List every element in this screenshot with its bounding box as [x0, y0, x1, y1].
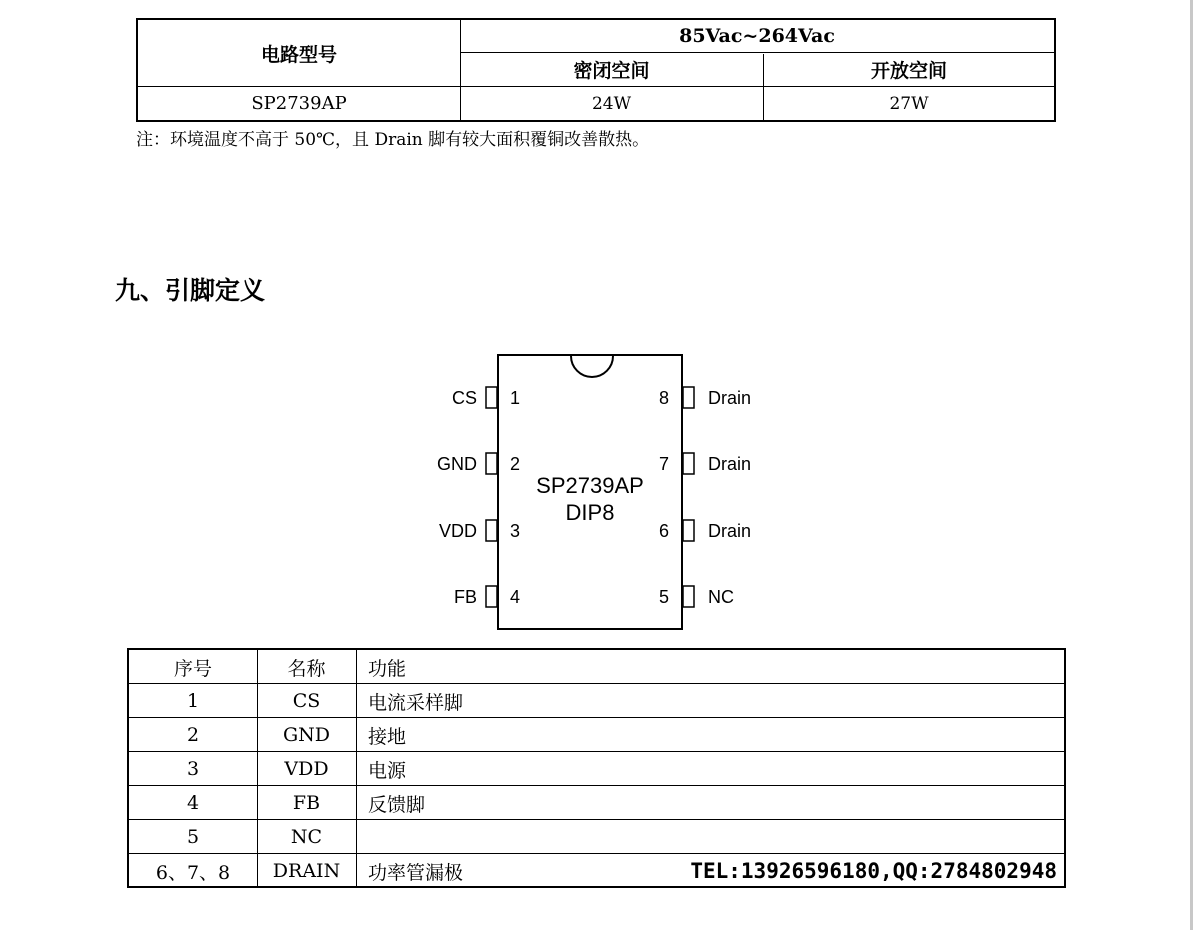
- pin-name-label: Drain: [708, 521, 752, 541]
- chip-part-label: SP2739AP: [536, 473, 644, 498]
- pin-function: 电流采样脚: [368, 691, 464, 714]
- pin-index: 5: [186, 826, 200, 848]
- header-function: 功能: [368, 657, 407, 680]
- power-table: [136, 18, 1056, 122]
- pin-name: VDD: [284, 758, 329, 780]
- pin-index: 3: [186, 758, 200, 780]
- pin-name: FB: [292, 792, 321, 814]
- table-row: [129, 752, 1064, 786]
- table-row: [129, 820, 1064, 854]
- header-name: 名称: [287, 657, 326, 680]
- pin-name-label: Drain: [708, 454, 752, 474]
- table-row: [129, 718, 1064, 752]
- table-row: [129, 786, 1064, 820]
- header-model: 电路型号: [260, 43, 337, 66]
- pin-number-label: 8: [658, 388, 669, 408]
- pin-6: [683, 520, 694, 541]
- pin-name-label: NC: [708, 587, 734, 607]
- pin-index: 4: [186, 792, 200, 814]
- chip-package-label: DIP8: [565, 500, 615, 525]
- chip-diagram: [420, 350, 780, 635]
- pin-name-label: FB: [453, 587, 477, 607]
- pin-index: 2: [186, 724, 200, 746]
- pin-5: [683, 586, 694, 607]
- pin-table: [127, 648, 1066, 888]
- pin-function: 电源: [368, 759, 407, 782]
- pin-7: [683, 453, 694, 474]
- pin-index: 6、7、8: [155, 861, 231, 884]
- pin-name-label: GND: [437, 454, 477, 474]
- pin-name-label: CS: [451, 388, 477, 408]
- pin-index: 1: [186, 690, 200, 712]
- table-row: [129, 854, 1064, 888]
- pin-number-label: 3: [510, 521, 521, 541]
- cell-open-power: 27W: [889, 93, 929, 114]
- pin-number-label: 4: [510, 587, 521, 607]
- pin-8: [683, 387, 694, 408]
- pin-name-label: VDD: [438, 521, 477, 541]
- pin-number-label: 1: [510, 388, 521, 408]
- pin-number-label: 5: [658, 587, 669, 607]
- pin-number-label: 2: [510, 454, 521, 474]
- pin-name: DRAIN: [272, 860, 341, 882]
- contact-text: TEL:13926596180,QQ:2784802948: [690, 859, 1057, 883]
- pin-number-label: 7: [658, 454, 669, 474]
- header-sealed: 密闭空间: [573, 60, 650, 82]
- pin-4: [486, 586, 497, 607]
- pin-number-label: 6: [658, 521, 669, 541]
- pin-name: NC: [290, 826, 323, 848]
- header-index: 序号: [173, 657, 212, 680]
- pin-function: 功率管漏极: [368, 861, 464, 884]
- table-row: [129, 684, 1064, 718]
- note-text: 注：环境温度不高于 50℃，且 Drain 脚有较大面积覆铜改善散热。: [136, 130, 650, 150]
- pin-name-label: Drain: [708, 388, 752, 408]
- section-title: 九、引脚定义: [115, 276, 266, 305]
- pin-function: [368, 820, 868, 854]
- pin-name: CS: [292, 690, 321, 712]
- header-open: 开放空间: [870, 60, 947, 82]
- cell-sealed-power: 24W: [591, 93, 632, 114]
- table-header-row: [129, 650, 1064, 684]
- pin-3: [486, 520, 497, 541]
- pin-1: [486, 387, 497, 408]
- pin-name: GND: [282, 724, 331, 746]
- pin-function: 反馈脚: [368, 793, 426, 816]
- pin-function: 接地: [368, 725, 407, 748]
- header-voltage: 85Vac~264Vac: [679, 25, 835, 47]
- cell-model: SP2739AP: [251, 93, 347, 114]
- pin-2: [486, 453, 497, 474]
